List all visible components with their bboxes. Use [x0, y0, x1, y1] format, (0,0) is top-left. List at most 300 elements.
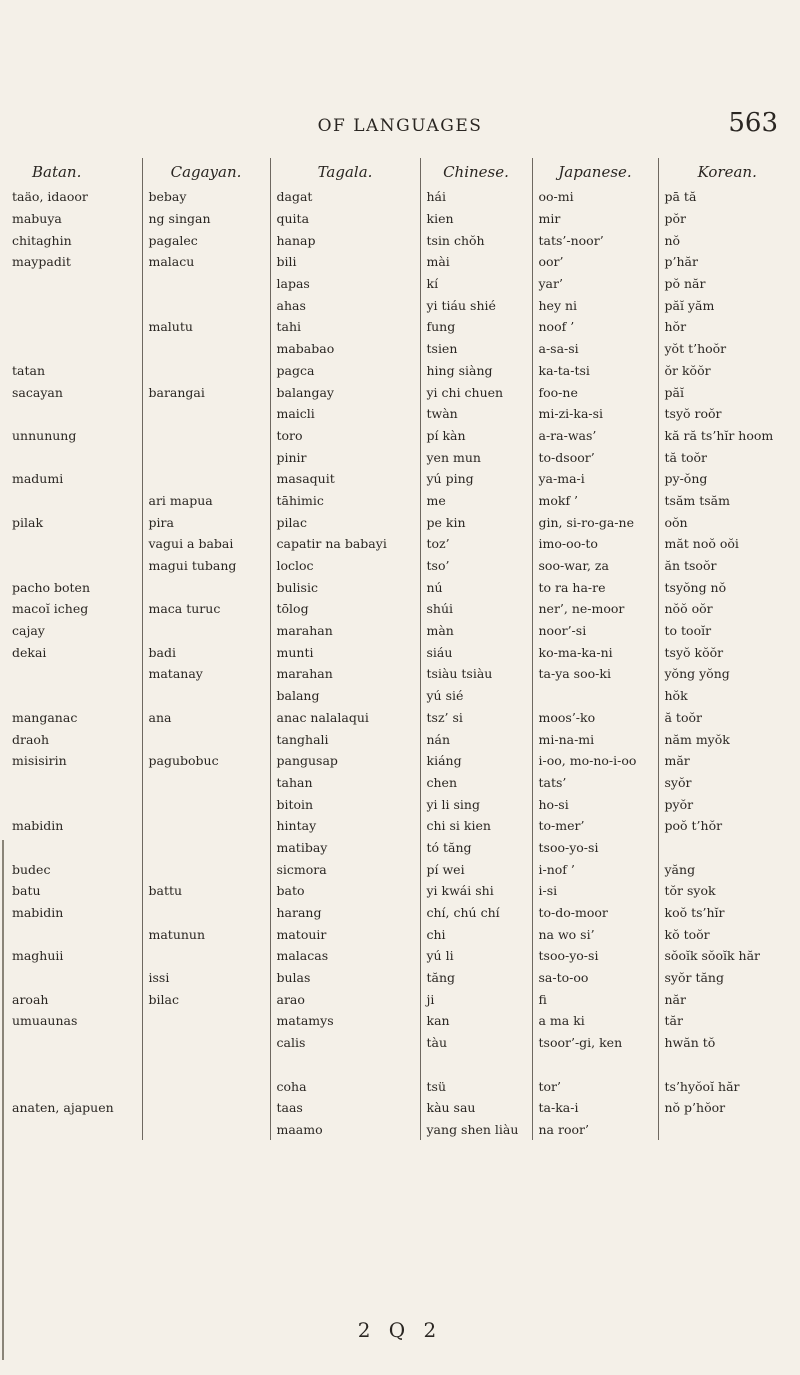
cell-batan — [10, 923, 142, 945]
running-head: OF LANGUAGES — [317, 116, 483, 136]
cell-tagala: calis — [270, 1032, 420, 1054]
cell-cagayan: vagui a babai — [142, 533, 270, 555]
cell-cagayan: maca turuc — [142, 598, 270, 620]
table-row — [10, 186, 796, 208]
cell-cagayan — [142, 728, 270, 750]
cell-chinese: tso’ — [420, 555, 532, 577]
cell-japanese: tsoor’-gi, ken — [532, 1032, 658, 1054]
table-row — [10, 967, 796, 989]
cell-tagala: harang — [270, 902, 420, 924]
column-header-chinese: Chinese. — [420, 158, 532, 186]
cell-korean: yŏt t’hoŏr — [658, 338, 796, 360]
cell-tagala: hintay — [270, 815, 420, 837]
cell-japanese: i-si — [532, 880, 658, 902]
cell-tagala: marahan — [270, 620, 420, 642]
cell-tagala: balang — [270, 685, 420, 707]
table-row — [10, 251, 796, 273]
cell-chinese: pí kàn — [420, 425, 532, 447]
cell-korean: hŏr — [658, 316, 796, 338]
cell-cagayan: badi — [142, 641, 270, 663]
cell-tagala: matamys — [270, 1010, 420, 1032]
table-row — [10, 1010, 796, 1032]
cell-japanese: moos’-ko — [532, 707, 658, 729]
cell-japanese: tor’ — [532, 1075, 658, 1097]
cell-batan: unnunung — [12, 427, 77, 443]
cell-japanese: noof ’ — [532, 316, 658, 338]
cell-korean: tă toŏr — [658, 446, 796, 468]
cell-cagayan: malacu — [142, 251, 270, 273]
cell-cagayan — [142, 1010, 270, 1032]
cell-japanese: soo-war, za — [532, 555, 658, 577]
page-number: 563 — [728, 108, 778, 138]
cell-chinese: yi li sing — [420, 793, 532, 815]
table-row — [10, 229, 796, 251]
table-row — [10, 1119, 796, 1141]
column-header-cagayan: Cagayan. — [142, 158, 270, 186]
cell-tagala: matouir — [270, 923, 420, 945]
cell-korean: ă toŏr — [658, 707, 796, 729]
cell-batan — [10, 533, 142, 555]
cell-japanese: na roor’ — [532, 1119, 658, 1141]
column-header-japanese: Japanese. — [532, 158, 658, 186]
cell-korean: hŏk — [658, 685, 796, 707]
cell-chinese: tsien — [420, 338, 532, 360]
cell-cagayan — [142, 620, 270, 642]
cell-chinese: nán — [420, 728, 532, 750]
table-row — [10, 490, 796, 512]
cell-batan — [10, 490, 142, 512]
cell-tagala: capatir na babayi — [270, 533, 420, 555]
cell-chinese: yi chi chuen — [420, 381, 532, 403]
cell-tagala: locloc — [270, 555, 420, 577]
cell-japanese: oor’ — [532, 251, 658, 273]
cell-batan: chitaghin — [12, 232, 72, 248]
cell-batan: umuaunas — [12, 1013, 78, 1029]
spacer-cell — [142, 1054, 270, 1076]
table-row — [10, 750, 796, 772]
cell-chinese: chi — [420, 923, 532, 945]
column-header-batan: Batan. — [32, 163, 82, 181]
table-row — [10, 208, 796, 230]
cell-batan — [10, 772, 142, 794]
cell-batan — [10, 555, 142, 577]
binding-edge — [2, 840, 4, 1360]
table-header — [10, 158, 796, 186]
cell-chinese: tsü — [420, 1075, 532, 1097]
cell-chinese: tó tăng — [420, 837, 532, 859]
cell-chinese: kiáng — [420, 750, 532, 772]
table-row — [10, 403, 796, 425]
cell-batan: misisirin — [12, 753, 67, 769]
cell-batan: budec — [12, 861, 51, 877]
cell-tagala: arao — [270, 988, 420, 1010]
cell-korean: năr — [658, 988, 796, 1010]
cell-korean: pŏr — [658, 208, 796, 230]
spacer-cell — [270, 1054, 420, 1076]
table-row — [10, 902, 796, 924]
cell-japanese: mi-na-mi — [532, 728, 658, 750]
cell-batan: sacayan — [12, 384, 63, 400]
cell-chinese: tăng — [420, 967, 532, 989]
cell-korean: tsyŏ roŏr — [658, 403, 796, 425]
table-row — [10, 360, 796, 382]
cell-cagayan: ng singan — [142, 208, 270, 230]
table-row — [10, 576, 796, 598]
cell-cagayan — [142, 294, 270, 316]
table-row — [10, 598, 796, 620]
cell-chinese: tsin chŏh — [420, 229, 532, 251]
cell-korean — [658, 837, 796, 859]
cell-tagala: hanap — [270, 229, 420, 251]
cell-cagayan: issi — [142, 967, 270, 989]
cell-chinese: yang shen liàu — [420, 1119, 532, 1141]
cell-korean: oŏn — [658, 511, 796, 533]
cell-cagayan — [142, 1032, 270, 1054]
cell-batan: taäo, idaoor — [12, 189, 88, 205]
cell-tagala: sicmora — [270, 858, 420, 880]
cell-japanese: fi — [532, 988, 658, 1010]
printer-signature: 2 Q 2 — [357, 1318, 443, 1342]
cell-tagala: malacas — [270, 945, 420, 967]
cell-korean: syŏr tăng — [658, 967, 796, 989]
cell-korean: syŏr — [658, 772, 796, 794]
cell-japanese: a-ra-was’ — [532, 425, 658, 447]
cell-japanese: to-do-moor — [532, 902, 658, 924]
cell-batan: anaten, ajapuen — [12, 1100, 114, 1116]
cell-japanese: mokf ’ — [532, 490, 658, 512]
cell-tagala: tōlog — [270, 598, 420, 620]
cell-japanese: to ra ha-re — [532, 576, 658, 598]
spacer-row — [10, 1054, 796, 1076]
cell-japanese: yar’ — [532, 273, 658, 295]
cell-tagala: bato — [270, 880, 420, 902]
table-row — [10, 1075, 796, 1097]
cell-tagala: anac nalalaqui — [270, 707, 420, 729]
vocabulary-table — [10, 158, 796, 1140]
cell-batan — [10, 1032, 142, 1054]
cell-korean: ăn tsoŏr — [658, 555, 796, 577]
cell-batan: draoh — [12, 731, 50, 747]
cell-cagayan — [142, 338, 270, 360]
table-row — [10, 945, 796, 967]
cell-chinese: pí wei — [420, 858, 532, 880]
cell-chinese: fung — [420, 316, 532, 338]
cell-japanese: ka-ta-tsi — [532, 360, 658, 382]
cell-chinese: màn — [420, 620, 532, 642]
cell-japanese: mir — [532, 208, 658, 230]
cell-chinese: mài — [420, 251, 532, 273]
cell-batan: maypadit — [12, 254, 71, 270]
cell-korean — [658, 1119, 796, 1141]
cell-korean: măt noŏ oŏi — [658, 533, 796, 555]
table-row — [10, 707, 796, 729]
cell-chinese: kan — [420, 1010, 532, 1032]
cell-korean: pŏ năr — [658, 273, 796, 295]
cell-chinese: pe kin — [420, 511, 532, 533]
cell-cagayan — [142, 685, 270, 707]
column-header-korean: Korean. — [658, 158, 796, 186]
table-row — [10, 1097, 796, 1119]
cell-japanese: to-mer’ — [532, 815, 658, 837]
cell-japanese: ta-ya soo-ki — [532, 663, 658, 685]
cell-korean: to tooĭr — [658, 620, 796, 642]
cell-japanese: imo-oo-to — [532, 533, 658, 555]
cell-tagala: toro — [270, 425, 420, 447]
table-row — [10, 316, 796, 338]
table-row — [10, 728, 796, 750]
cell-tagala: marahan — [270, 663, 420, 685]
cell-batan — [10, 837, 142, 859]
cell-tagala: pagca — [270, 360, 420, 382]
table-row — [10, 793, 796, 815]
cell-korean: năm myŏk — [658, 728, 796, 750]
cell-tagala: tahan — [270, 772, 420, 794]
cell-batan: cajay — [12, 623, 45, 639]
cell-korean: tsyŏ kŏŏr — [658, 641, 796, 663]
cell-batan — [10, 316, 142, 338]
table-row — [10, 988, 796, 1010]
table-row — [10, 294, 796, 316]
cell-batan — [10, 273, 142, 295]
cell-japanese: i-oo, mo-no-i-oo — [532, 750, 658, 772]
cell-tagala: tanghali — [270, 728, 420, 750]
cell-tagala: bitoin — [270, 793, 420, 815]
table-row — [10, 273, 796, 295]
cell-batan — [10, 294, 142, 316]
cell-chinese: kí — [420, 273, 532, 295]
table-row — [10, 511, 796, 533]
cell-japanese: tats’ — [532, 772, 658, 794]
cell-korean: nŏ — [658, 229, 796, 251]
cell-batan: mabidin — [12, 818, 64, 834]
cell-tagala: mababao — [270, 338, 420, 360]
cell-chinese: shúi — [420, 598, 532, 620]
cell-cagayan — [142, 1075, 270, 1097]
cell-korean: py-ŏng — [658, 468, 796, 490]
cell-japanese: gin, si-ro-ga-ne — [532, 511, 658, 533]
cell-cagayan: pagubobuc — [142, 750, 270, 772]
cell-cagayan: matunun — [142, 923, 270, 945]
spacer-cell — [532, 1054, 658, 1076]
cell-tagala: pilac — [270, 511, 420, 533]
cell-chinese: yi kwái shi — [420, 880, 532, 902]
cell-korean: kŏ toŏr — [658, 923, 796, 945]
cell-cagayan — [142, 902, 270, 924]
cell-cagayan — [142, 837, 270, 859]
cell-cagayan — [142, 403, 270, 425]
cell-tagala: matibay — [270, 837, 420, 859]
cell-batan: pilak — [12, 514, 44, 530]
cell-tagala: maicli — [270, 403, 420, 425]
cell-japanese: ner’, ne-moor — [532, 598, 658, 620]
table-row — [10, 468, 796, 490]
cell-cagayan — [142, 360, 270, 382]
cell-korean: tŏr syok — [658, 880, 796, 902]
cell-tagala: quita — [270, 208, 420, 230]
cell-cagayan — [142, 425, 270, 447]
cell-batan — [10, 338, 142, 360]
cell-korean: tsyŏng nŏ — [658, 576, 796, 598]
cell-japanese: a-sa-si — [532, 338, 658, 360]
cell-korean: tsăm tsăm — [658, 490, 796, 512]
cell-batan — [10, 793, 142, 815]
cell-chinese: yi tiáu shié — [420, 294, 532, 316]
cell-cagayan — [142, 1119, 270, 1141]
cell-batan — [10, 1075, 142, 1097]
cell-japanese: ko-ma-ka-ni — [532, 641, 658, 663]
cell-batan: maghuii — [12, 948, 64, 964]
table-row — [10, 923, 796, 945]
cell-batan: mabidin — [12, 905, 64, 921]
cell-chinese: twàn — [420, 403, 532, 425]
table-row — [10, 641, 796, 663]
cell-japanese: hey ni — [532, 294, 658, 316]
spacer-cell — [658, 1054, 796, 1076]
table-row — [10, 663, 796, 685]
cell-japanese: ya-ma-i — [532, 468, 658, 490]
table-row — [10, 685, 796, 707]
column-header-tagala: Tagala. — [270, 158, 420, 186]
cell-tagala: bulisic — [270, 576, 420, 598]
cell-chinese: kien — [420, 208, 532, 230]
cell-cagayan — [142, 772, 270, 794]
table-row — [10, 446, 796, 468]
cell-batan — [10, 967, 142, 989]
cell-chinese: yú sié — [420, 685, 532, 707]
table-row — [10, 533, 796, 555]
cell-chinese: me — [420, 490, 532, 512]
table-row — [10, 425, 796, 447]
table-row — [10, 381, 796, 403]
cell-cagayan — [142, 446, 270, 468]
cell-japanese: sa-to-oo — [532, 967, 658, 989]
cell-chinese: hing siàng — [420, 360, 532, 382]
cell-chinese: tsz’ si — [420, 707, 532, 729]
cell-batan: dekai — [12, 644, 47, 660]
table-row — [10, 858, 796, 880]
cell-tagala: maamo — [270, 1119, 420, 1141]
cell-tagala: balangay — [270, 381, 420, 403]
cell-cagayan: matanay — [142, 663, 270, 685]
cell-cagayan — [142, 1097, 270, 1119]
cell-tagala: pinir — [270, 446, 420, 468]
cell-chinese: tsiàu tsiàu — [420, 663, 532, 685]
cell-tagala: tahi — [270, 316, 420, 338]
cell-korean: păĭ — [658, 381, 796, 403]
cell-batan: manganac — [12, 709, 78, 725]
cell-korean: sŏoĭk sŏoĭk hăr — [658, 945, 796, 967]
cell-japanese: foo-ne — [532, 381, 658, 403]
cell-japanese: i-nof ’ — [532, 858, 658, 880]
cell-batan: pacho boten — [12, 579, 91, 595]
cell-korean: tăr — [658, 1010, 796, 1032]
cell-korean: kă ră ts’hĭr hoom — [658, 425, 796, 447]
cell-korean: pyŏr — [658, 793, 796, 815]
spacer-cell — [10, 1054, 142, 1076]
cell-cagayan: battu — [142, 880, 270, 902]
cell-batan: tatan — [12, 362, 46, 378]
table-row — [10, 555, 796, 577]
cell-tagala: coha — [270, 1075, 420, 1097]
cell-batan — [10, 663, 142, 685]
table-row — [10, 620, 796, 642]
cell-tagala: lapas — [270, 273, 420, 295]
cell-cagayan — [142, 793, 270, 815]
cell-batan — [10, 685, 142, 707]
cell-chinese: yú li — [420, 945, 532, 967]
cell-batan: madumi — [12, 471, 64, 487]
cell-korean: yăng — [658, 858, 796, 880]
cell-cagayan — [142, 815, 270, 837]
cell-cagayan — [142, 468, 270, 490]
cell-cagayan: pagalec — [142, 229, 270, 251]
cell-tagala: ahas — [270, 294, 420, 316]
table-body — [10, 186, 796, 1140]
cell-batan: batu — [12, 883, 41, 899]
cell-japanese — [532, 685, 658, 707]
cell-cagayan: barangai — [142, 381, 270, 403]
cell-tagala: tāhimic — [270, 490, 420, 512]
cell-japanese: ho-si — [532, 793, 658, 815]
table-row — [10, 772, 796, 794]
cell-tagala: masaquit — [270, 468, 420, 490]
cell-cagayan — [142, 273, 270, 295]
cell-cagayan — [142, 576, 270, 598]
cell-korean: măr — [658, 750, 796, 772]
cell-chinese: yú ping — [420, 468, 532, 490]
cell-cagayan: malutu — [142, 316, 270, 338]
cell-korean: nŏ p’hŏor — [658, 1097, 796, 1119]
cell-japanese: tsoo-yo-si — [532, 837, 658, 859]
cell-korean: ts’hyŏoĭ hăr — [658, 1075, 796, 1097]
cell-korean: hwăn tŏ — [658, 1032, 796, 1054]
cell-japanese: noor’-si — [532, 620, 658, 642]
cell-japanese: na wo si’ — [532, 923, 658, 945]
cell-batan: aroah — [12, 991, 49, 1007]
table-row — [10, 880, 796, 902]
spacer-cell — [420, 1054, 532, 1076]
cell-korean: păĭ yăm — [658, 294, 796, 316]
cell-chinese: toz’ — [420, 533, 532, 555]
cell-cagayan: bebay — [142, 186, 270, 208]
cell-korean: nŏŏ oŏr — [658, 598, 796, 620]
cell-batan — [10, 403, 142, 425]
cell-tagala: bulas — [270, 967, 420, 989]
cell-japanese: mi-zi-ka-si — [532, 403, 658, 425]
cell-cagayan: ana — [142, 707, 270, 729]
table-row — [10, 837, 796, 859]
cell-cagayan: pira — [142, 511, 270, 533]
cell-korean: p’hăr — [658, 251, 796, 273]
cell-cagayan: magui tubang — [142, 555, 270, 577]
cell-cagayan — [142, 858, 270, 880]
cell-cagayan — [142, 945, 270, 967]
cell-japanese: a ma ki — [532, 1010, 658, 1032]
cell-batan — [10, 446, 142, 468]
cell-chinese: tàu — [420, 1032, 532, 1054]
cell-korean: koŏ ts’hĭr — [658, 902, 796, 924]
cell-chinese: chí, chú chí — [420, 902, 532, 924]
cell-chinese: chi si kien — [420, 815, 532, 837]
cell-korean: yŏng yŏng — [658, 663, 796, 685]
cell-chinese: chen — [420, 772, 532, 794]
cell-batan: macoĭ icheg — [12, 601, 89, 617]
table-row — [10, 1032, 796, 1054]
cell-tagala: munti — [270, 641, 420, 663]
cell-korean: pā tă — [658, 186, 796, 208]
cell-tagala: dagat — [270, 186, 420, 208]
cell-japanese: oo-mi — [532, 186, 658, 208]
